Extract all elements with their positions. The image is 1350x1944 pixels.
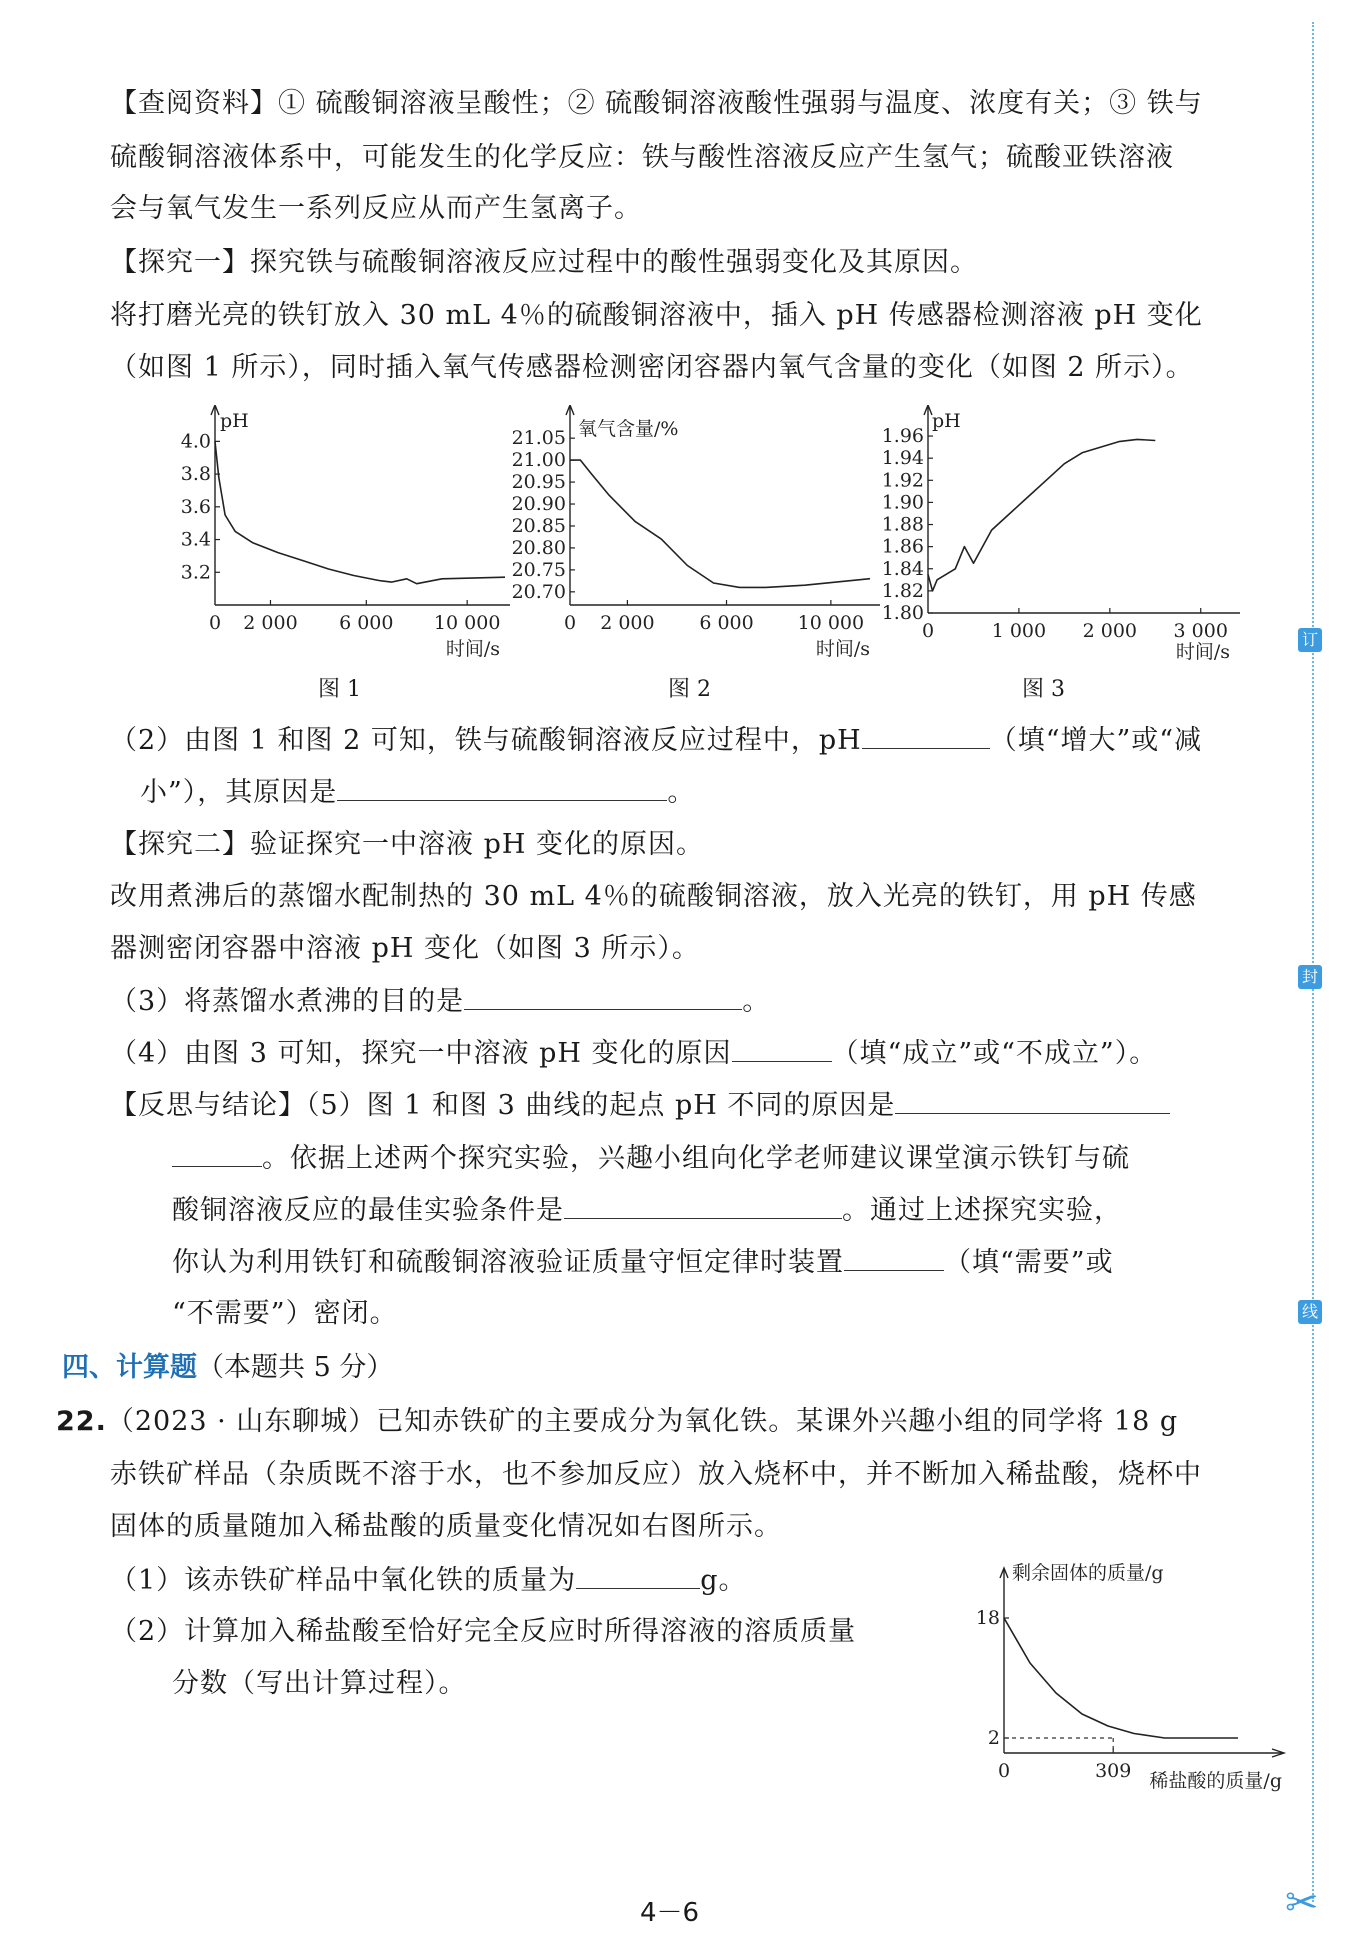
question-22-text-1: （2023 · 山东聊城）已知赤铁矿的主要成分为氧化铁。某课外兴趣小组的同学将 18 g: [106, 1406, 1179, 1437]
margin-tag-xian: 线: [1298, 1300, 1322, 1324]
y-tick-label: 4.0: [180, 430, 211, 453]
question-3-text: （3）将蒸馏水煮沸的目的是: [110, 986, 465, 1017]
question-22-line-3: 固体的质量随加入稀盐酸的质量变化情况如右图所示。: [110, 1511, 782, 1542]
question-22-number: 22.: [56, 1406, 107, 1437]
y-tick-label: 1.86: [881, 535, 924, 558]
y-tick-label: 3.8: [180, 463, 211, 486]
question-2-line-2: [140, 774, 695, 811]
question-3-end: 。: [742, 986, 771, 1017]
x-axis-label: 时间/s: [1175, 641, 1230, 663]
section-4-points: （本题共 5 分）: [197, 1352, 394, 1383]
answer-blank-valid[interactable]: [732, 1035, 832, 1062]
binding-line: [1312, 22, 1314, 1902]
explore2-line-2: 改用煮沸后的蒸馏水配制热的 30 mL 4％的硫酸铜溶液，放入光亮的铁钉，用 pH 传感: [110, 881, 1197, 912]
question-3: [110, 983, 770, 1020]
y-tick-label: 20.95: [511, 471, 566, 494]
question-5-text-4: 你认为利用铁钉和硫酸铜溶液验证质量守恒定律时装置: [172, 1247, 844, 1278]
question-5-line-3: [172, 1192, 1122, 1229]
explore1-line-2: 将打磨光亮的铁钉放入 30 mL 4％的硫酸铜溶液中，插入 pH 传感器检测溶液 pH 变化: [110, 300, 1203, 331]
x-tick-label: 309: [1095, 1760, 1132, 1782]
section-4-heading: [62, 1350, 393, 1386]
x-tick-label: 0: [921, 620, 935, 642]
reference-line-3: 会与氧气发生一系列反应从而产生氢离子。: [110, 193, 642, 224]
question-5-text-2: 。依据上述两个探究实验，兴趣小组向化学老师建议课堂演示铁钉与硫: [262, 1143, 1130, 1174]
y-axis-label: pH: [932, 410, 961, 432]
y-tick-label: 21.05: [511, 427, 566, 450]
question-22-sub-1: [110, 1562, 746, 1599]
question-5-text: 【反思与结论】（5）图 1 和图 3 曲线的起点 pH 不同的原因是: [110, 1090, 896, 1121]
question-2-text: （2）由图 1 和图 2 可知，铁与硫酸铜溶液反应过程中，pH: [110, 725, 862, 756]
margin-tag-ding: 订: [1298, 628, 1322, 652]
question-5-text-3: 酸铜溶液反应的最佳实验条件是: [172, 1195, 564, 1226]
y-tick-label: 20.85: [511, 514, 566, 537]
question-22-sub-2-line-1: （2）计算加入稀盐酸至恰好完全反应时所得溶液的溶质质量: [110, 1616, 857, 1647]
question-2-end: 。: [667, 777, 696, 808]
figure-3-ph-chart: [860, 405, 1240, 665]
question-5-text-3b: 。通过上述探究实验，: [842, 1195, 1122, 1226]
answer-blank-ph-trend[interactable]: [862, 722, 990, 749]
figure-1-caption: 图 1: [318, 677, 361, 702]
question-22-line-2: 赤铁矿样品（杂质既不溶于水，也不参加反应）放入烧杯中，并不断加入稀盐酸，烧杯中: [110, 1459, 1202, 1490]
x-tick-label: 6 000: [339, 612, 394, 634]
explore2-heading: 【探究二】验证探究一中溶液 pH 变化的原因。: [110, 829, 704, 860]
y-tick-label: 1.96: [881, 425, 924, 448]
question-22-sub-2-line-2: 分数（写出计算过程）。: [172, 1668, 467, 1699]
explore1-line-3: （如图 1 所示），同时插入氧气传感器检测密闭容器内氧气含量的变化（如图 2 所示）。: [110, 352, 1194, 383]
figure-2-caption: 图 2: [668, 677, 711, 702]
answer-blank-best-conditions[interactable]: [564, 1192, 842, 1219]
y-tick-label: 20.70: [511, 580, 566, 603]
explore1-heading: 【探究一】探究铁与硫酸铜溶液反应过程中的酸性强弱变化及其原因。: [110, 247, 978, 278]
question-2-reason-label: 小”），其原因是: [140, 777, 338, 808]
y-tick-label: 3.6: [180, 495, 211, 518]
figure-3-caption: 图 3: [1022, 677, 1065, 702]
answer-blank-sealed[interactable]: [844, 1244, 944, 1271]
reference-line-1: 【查阅资料】① 硫酸铜溶液呈酸性；② 硫酸铜溶液酸性强弱与温度、浓度有关；③ 铁与: [110, 88, 1203, 119]
x-axis-label: 时间/s: [445, 638, 500, 660]
x-tick-label: 10 000: [797, 612, 865, 634]
x-tick-label: 10 000: [433, 612, 501, 634]
question-5-line-5: “不需要”）密闭。: [172, 1298, 398, 1329]
answer-blank-fe2o3-mass[interactable]: [576, 1562, 700, 1589]
question-5-line-4: [172, 1244, 1114, 1281]
y-tick-label: 3.4: [180, 528, 211, 551]
y-axis-label: 氧气含量/%: [578, 418, 679, 440]
x-axis-label: 时间/s: [815, 638, 870, 660]
y-axis-label: pH: [220, 410, 249, 432]
y-tick-label: 1.82: [881, 579, 924, 602]
y-axis-label: 剩余固体的质量/g: [1012, 1562, 1164, 1584]
y-tick-label: 2: [987, 1727, 1000, 1749]
question-4-hint: （填“成立”或“不成立”）。: [831, 1038, 1158, 1069]
y-tick-label: 18: [975, 1607, 1000, 1629]
y-tick-label: 3.2: [180, 561, 211, 584]
margin-tag-feng: 封: [1298, 965, 1322, 989]
figure-1-ph-chart: [150, 405, 510, 665]
x-tick-label: 2 000: [1082, 620, 1138, 642]
question-5-line-2: [172, 1140, 1130, 1177]
figure-2-oxygen-chart: [480, 405, 880, 665]
x-axis-label: 稀盐酸的质量/g: [1149, 1770, 1282, 1792]
question-5-hint: （填“需要”或: [944, 1247, 1114, 1278]
figure-remaining-solid-chart: [960, 1555, 1290, 1805]
data-curve: [570, 460, 870, 587]
x-tick-label: 6 000: [699, 612, 754, 634]
y-tick-label: 20.90: [511, 493, 566, 516]
answer-blank-start-ph-reason[interactable]: [895, 1087, 1170, 1114]
x-tick-label: 0: [997, 1760, 1011, 1782]
y-tick-label: 1.84: [881, 557, 924, 580]
question-5-line-1: [110, 1087, 1170, 1124]
scissors-icon: ✂: [1285, 1880, 1319, 1926]
x-tick-label: 2 000: [243, 612, 298, 634]
data-curve: [1004, 1618, 1238, 1738]
question-2-hint: （填“增大”或“减: [989, 725, 1203, 756]
y-tick-label: 20.75: [511, 558, 566, 581]
y-tick-label: 1.80: [881, 602, 924, 624]
answer-blank-start-ph-reason-cont[interactable]: [172, 1140, 262, 1167]
x-tick-label: 0: [563, 612, 577, 634]
question-4: [110, 1035, 1157, 1072]
x-tick-label: 3 000: [1173, 620, 1228, 642]
question-2-line-1: [110, 722, 1202, 759]
question-4-text: （4）由图 3 可知，探究一中溶液 pH 变化的原因: [110, 1038, 732, 1069]
section-4-title: 四、计算题: [62, 1352, 197, 1383]
answer-blank-boil-purpose[interactable]: [464, 983, 742, 1010]
answer-blank-reason[interactable]: [337, 774, 667, 801]
y-tick-label: 20.80: [511, 536, 566, 559]
y-tick-label: 1.92: [881, 469, 924, 492]
reference-line-2: 硫酸铜溶液体系中，可能发生的化学反应：铁与酸性溶液反应产生氢气；硫酸亚铁溶液: [110, 142, 1174, 173]
y-tick-label: 1.90: [881, 491, 924, 514]
page-number: 4－6: [640, 1898, 700, 1928]
explore2-line-3: 器测密闭容器中溶液 pH 变化（如图 3 所示）。: [110, 933, 700, 964]
x-tick-label: 2 000: [600, 612, 655, 634]
data-curve: [928, 439, 1155, 591]
question-22-line-1: [56, 1404, 1178, 1440]
question-22-sub-1-text: （1）该赤铁矿样品中氧化铁的质量为: [110, 1565, 577, 1596]
x-tick-label: 1 000: [991, 620, 1047, 642]
y-tick-label: 1.94: [881, 447, 924, 470]
x-tick-label: 0: [208, 612, 222, 634]
y-tick-label: 21.00: [511, 449, 566, 472]
data-curve: [215, 441, 505, 583]
y-tick-label: 1.88: [881, 513, 924, 536]
question-22-sub-1-unit: g。: [700, 1565, 747, 1596]
